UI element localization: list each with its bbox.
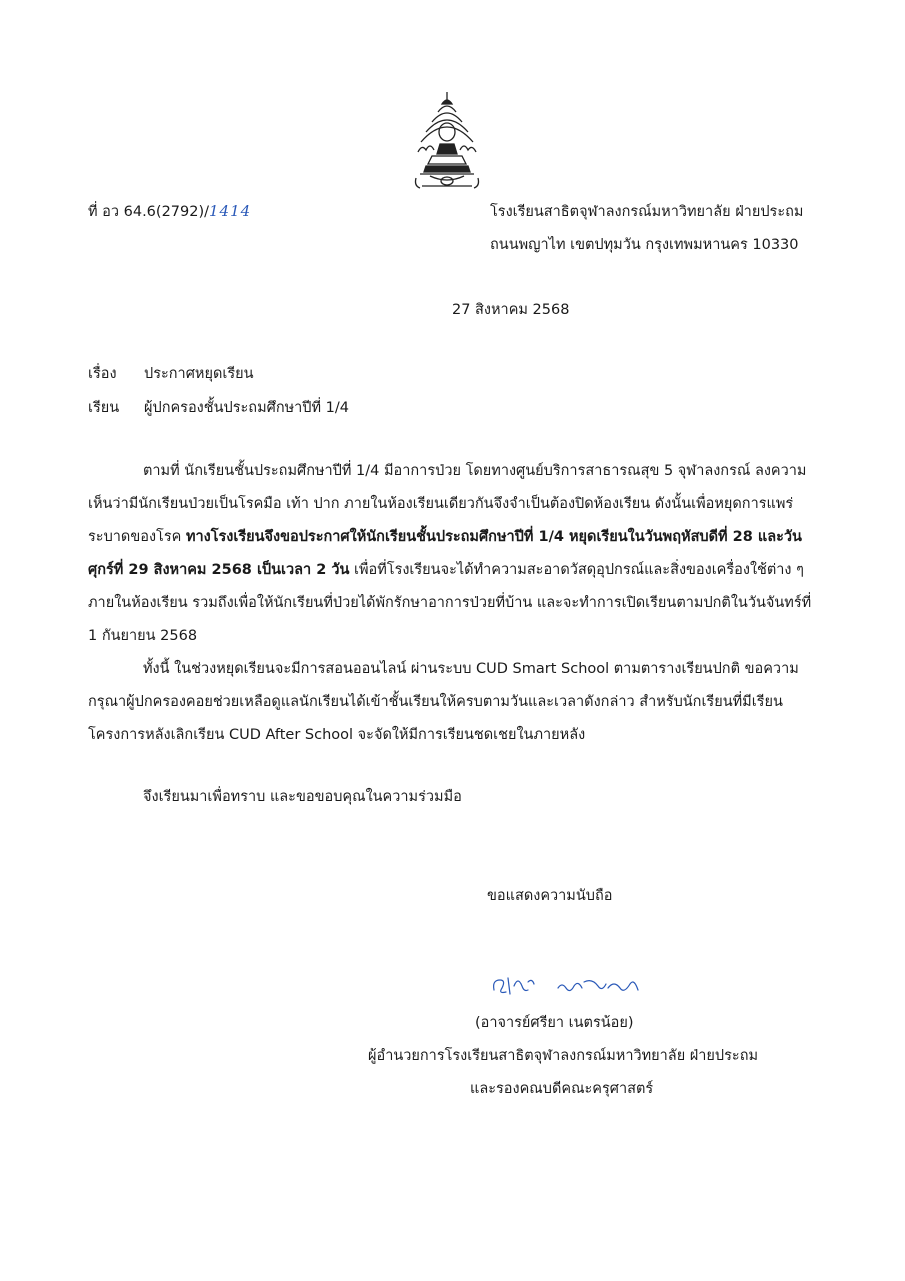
body-p1-part1: ตามที่ นักเรียนชั้นประถมศึกษาปีที่ 1/4 มีอาการป่วย โดยทางศูนย์บริการสาธารณสุข 5 จุฬาลงกรณ์ ลงความเห็นว่ามีนักเรียนป่วยเป็นโรคมือ เท้า ปาก ภายในห้องเรียนเดียวกันจึงจำเป็นต้องปิดห้องเรียน ดังนั้นเพื่อหยุดการแพร่ระบาดของโรค	[88, 463, 807, 545]
body-paragraph-2	[88, 653, 818, 752]
reference-number	[88, 200, 251, 223]
signatory-name: (อาจารย์ศรียา เนตรน้อย)	[475, 1015, 634, 1031]
school-address: ถนนพญาไท เขตปทุมวัน กรุงเทพมหานคร 10330	[490, 237, 799, 253]
recipient-label: เรียน	[88, 400, 120, 416]
body-p1-bold: ทางโรงเรียนจึงขอประกาศให้นักเรียนชั้นประถมศึกษาปีที่ 1/4 หยุดเรียนในวันพฤหัสบดีที่ 28 และวันศุกร์ที่ 29 สิงหาคม 2568 เป็นเวลา 2 วัน	[88, 529, 802, 578]
handwritten-signature	[488, 968, 648, 1002]
body-p2: ทั้งนี้ ในช่วงหยุดเรียนจะมีการสอนออนไลน์ ผ่านระบบ CUD Smart School ตามตารางเรียนปกติ ขอความกรุณาผู้ปกครองคอยช่วยเหลือดูแลนักเรียนได้เข้าชั้นเรียนให้ครบตามวันและเวลาดังกล่าว สำหรับนักเรียนที่มีเรียนโครงการหลังเลิกเรียน CUD After School จะจัดให้มีการเรียนชดเชยในภายหลัง	[88, 661, 799, 743]
letter-date: 27 สิงหาคม 2568	[452, 302, 570, 318]
regards-line: ขอแสดงความนับถือ	[487, 888, 613, 904]
subject-label: เรื่อง	[88, 366, 117, 382]
school-name: โรงเรียนสาธิตจุฬาลงกรณ์มหาวิทยาลัย ฝ่ายประถม	[490, 204, 804, 220]
subject-line	[88, 362, 254, 385]
recipient-value: ผู้ปกครองชั้นประถมศึกษาปีที่ 1/4	[144, 400, 350, 416]
closing-line: จึงเรียนมาเพื่อทราบ และขอขอบคุณในความร่วมมือ	[143, 789, 462, 805]
recipient-line	[88, 396, 349, 419]
subject-value: ประกาศหยุดเรียน	[144, 366, 254, 382]
reference-handwritten-number: 1414	[209, 202, 252, 220]
signatory-position-2: และรองคณบดีคณะครุศาสตร์	[470, 1081, 654, 1097]
body-paragraph-1	[88, 455, 818, 653]
university-seal-icon	[412, 88, 482, 192]
signatory-position-1: ผู้อำนวยการโรงเรียนสาธิตจุฬาลงกรณ์มหาวิทยาลัย ฝ่ายประถม	[368, 1048, 759, 1064]
body-p1-part2: เพื่อที่โรงเรียนจะได้ทำความสะอาดวัสดุอุปกรณ์และสิ่งของเครื่องใช้ต่าง ๆ ภายในห้องเรียน รวมถึงเพื่อให้นักเรียนที่ป่วยได้พักรักษาอาการป่วยที่บ้าน และจะทำการเปิดเรียนตามปกติในวันจันทร์ที่ 1 กันยายน 2568	[88, 562, 812, 644]
reference-prefix: ที่ อว 64.6(2792)/	[88, 204, 210, 220]
